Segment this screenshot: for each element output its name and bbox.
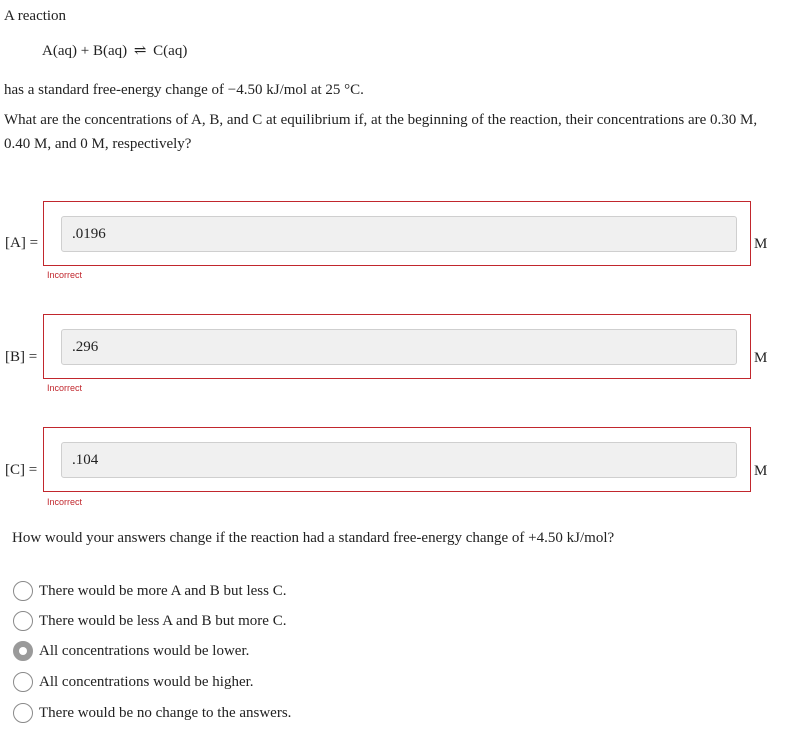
radio-button[interactable]	[13, 581, 33, 601]
answer-box-c	[43, 427, 751, 492]
concentration-b-unit: M	[754, 350, 768, 366]
radio-button-selected[interactable]	[13, 641, 33, 661]
option-no-change[interactable]	[13, 702, 291, 724]
question-text-line-1: What are the concentrations of A, B, and C at equilibrium if, at the beginning of the reaction, their concentrations are 0.30 M,	[4, 112, 758, 128]
equilibrium-arrow-icon: ⇌	[133, 43, 147, 59]
followup-question: How would your answers change if the reaction had a standard free-energy change of +4.50 kJ/mol?	[12, 530, 615, 546]
option-label: There would be no change to the answers.	[39, 705, 292, 721]
concentration-a-label: [A] =	[5, 235, 39, 251]
concentration-c-input[interactable]	[61, 442, 737, 478]
option-label: There would be more A and B but less C.	[39, 583, 287, 599]
radio-button[interactable]	[13, 611, 33, 631]
free-energy-statement: has a standard free-energy change of −4.50 kJ/mol at 25 °C.	[4, 82, 364, 98]
equation-product: C(aq)	[153, 43, 188, 59]
radio-button[interactable]	[13, 703, 33, 723]
concentration-c-feedback: Incorrect	[47, 497, 83, 507]
concentration-a-unit: M	[754, 236, 768, 252]
concentration-c-unit: M	[754, 463, 768, 479]
option-less-ab-more-c[interactable]	[13, 610, 286, 632]
reaction-equation	[42, 42, 187, 60]
concentration-b-feedback: Incorrect	[47, 383, 83, 393]
concentration-b-input[interactable]	[61, 329, 737, 365]
option-label: All concentrations would be lower.	[39, 643, 250, 659]
option-all-lower[interactable]	[13, 640, 249, 662]
problem-intro: A reaction	[4, 8, 67, 24]
answer-box-b	[43, 314, 751, 379]
option-more-ab-less-c[interactable]	[13, 580, 286, 602]
option-label: There would be less A and B but more C.	[39, 613, 287, 629]
concentration-a-feedback: Incorrect	[47, 270, 83, 280]
equation-reactants: A(aq) + B(aq)	[42, 43, 128, 59]
concentration-a-input[interactable]	[61, 216, 737, 252]
answer-box-a	[43, 201, 751, 266]
option-all-higher[interactable]	[13, 671, 254, 693]
option-label: All concentrations would be higher.	[39, 674, 254, 690]
radio-button[interactable]	[13, 672, 33, 692]
concentration-c-label: [C] =	[5, 462, 38, 478]
concentration-b-label: [B] =	[5, 349, 38, 365]
question-text-line-2: 0.40 M, and 0 M, respectively?	[4, 136, 192, 152]
